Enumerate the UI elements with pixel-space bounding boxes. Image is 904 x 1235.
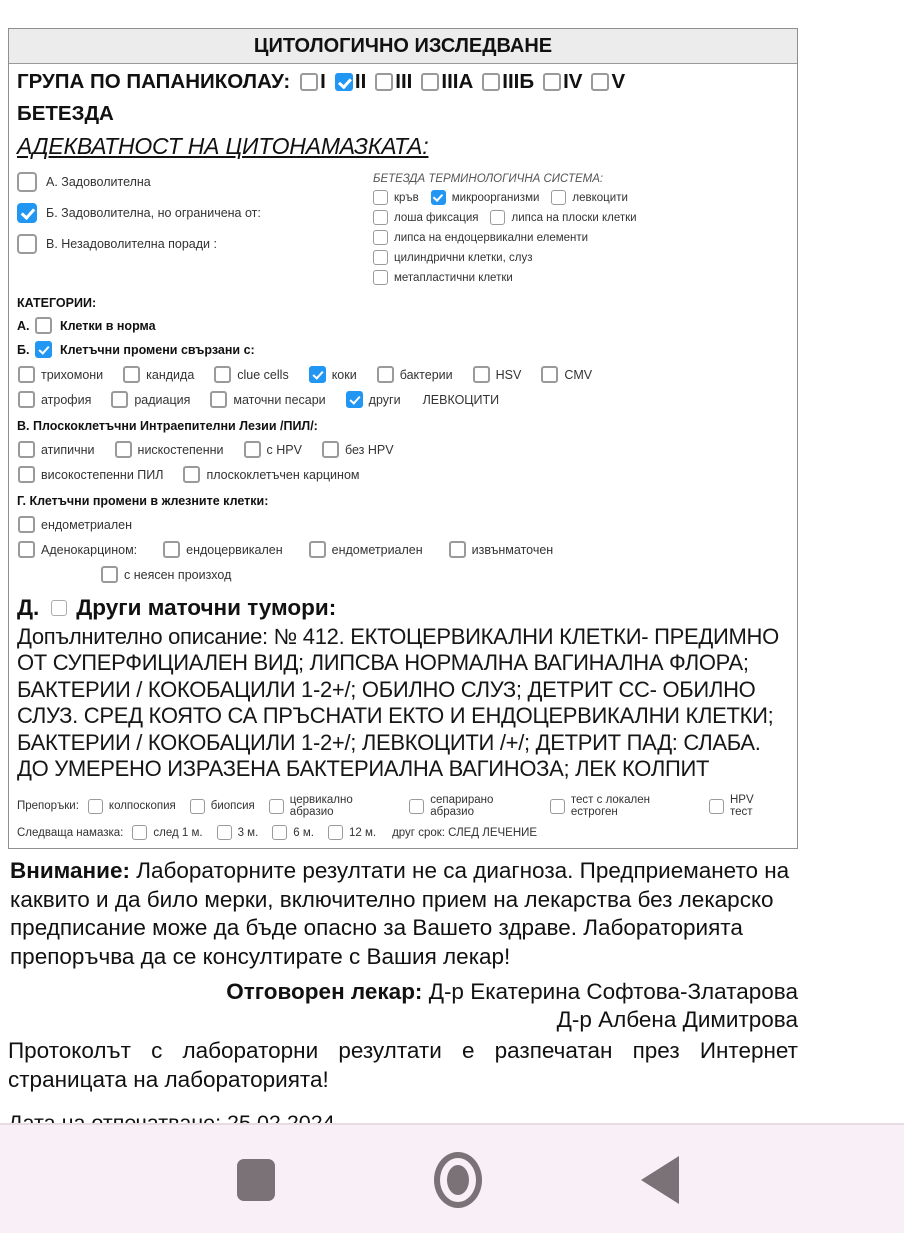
- option-hsv[interactable]: [473, 366, 522, 383]
- option-pap-i[interactable]: [300, 70, 326, 94]
- checkbox-unsatisfactory[interactable]: [17, 234, 37, 254]
- option-pessary[interactable]: [210, 391, 325, 408]
- doctor-label: Отговорен лекар:: [226, 978, 423, 1004]
- endometrial-adeno-label: ендометриален: [331, 542, 423, 557]
- option-bacteria[interactable]: [377, 366, 453, 383]
- bethesda-terminology: [373, 172, 791, 290]
- checkbox-cervical-abrasion[interactable]: [269, 799, 284, 814]
- option-candida[interactable]: [123, 366, 194, 383]
- option-6-months[interactable]: [272, 825, 314, 840]
- checkbox-blood[interactable]: [373, 190, 388, 205]
- home-button[interactable]: [398, 1125, 518, 1235]
- pessary-label: маточни песари: [233, 392, 326, 407]
- terminology-row-5: [373, 270, 791, 285]
- checkbox-hpv-test[interactable]: [709, 799, 724, 814]
- satisfactory-limited-label: Б. Задоволителна, но ограничена от:: [46, 206, 261, 220]
- report-title: ЦИТОЛОГИЧНО ИЗСЛЕДВАНЕ: [9, 29, 797, 64]
- microorganisms-label: микроорганизми: [451, 191, 540, 204]
- clue-cells-label: clue cells: [237, 367, 289, 382]
- metaplastic-cells-label: метапластични клетки: [394, 271, 513, 284]
- recommendations-label: Препоръки:: [17, 800, 79, 813]
- option-low-grade[interactable]: [115, 441, 224, 458]
- pap-v-label: V: [611, 70, 626, 93]
- bethesda-heading: БЕТЕЗДА: [17, 102, 114, 125]
- warning-label: Внимание:: [10, 858, 130, 884]
- checkbox-no-squamous-cells[interactable]: [490, 210, 505, 225]
- option-cylindrical-cells[interactable]: [373, 250, 532, 265]
- checkbox-cells-normal[interactable]: [35, 317, 52, 334]
- cylindrical-cells-label: цилиндрични клетки, слуз: [394, 251, 533, 264]
- report-body: [9, 64, 797, 848]
- checkbox-adenocarcinoma[interactable]: [18, 541, 35, 558]
- checkbox-after-1-month[interactable]: [132, 825, 147, 840]
- checkbox-pap-i[interactable]: [300, 73, 318, 91]
- option-without-hpv[interactable]: [322, 441, 394, 458]
- warning-text: Лабораторните резултати не са диагноза. Предприемането на каквито и да било мерки, включително прием на лекарства без лекарско предписание може да бъде опасно за Вашето здраве. Лабораторията препоръчва да се консултирате с Вашия лекар!: [10, 858, 790, 970]
- high-grade-sil-label: високостепенни ПИЛ: [41, 467, 164, 482]
- biopsy-label: биопсия: [210, 800, 255, 813]
- pap-i-label: I: [320, 70, 326, 93]
- checkbox-endometrial[interactable]: [18, 516, 35, 533]
- checkbox-candida[interactable]: [123, 366, 140, 383]
- option-atypical[interactable]: [18, 441, 95, 458]
- category-v-heading: В. Плоскоклетъчни Интраепителни Лезии /ПИЛ/:: [17, 419, 318, 433]
- checkbox-endometrial-adeno[interactable]: [309, 541, 326, 558]
- checkbox-3-months[interactable]: [217, 825, 232, 840]
- pap-group-label: ГРУПА ПО ПАПАНИКОЛАУ:: [17, 70, 291, 93]
- checkbox-estrogen-test[interactable]: [550, 799, 565, 814]
- option-hpv-test[interactable]: [709, 794, 777, 818]
- option-pap-ii[interactable]: [335, 70, 366, 94]
- option-pap-iiib[interactable]: [482, 70, 534, 94]
- checkbox-endocervical[interactable]: [163, 541, 180, 558]
- category-g-options-row-3: [101, 566, 791, 583]
- pap-group-row: [17, 70, 791, 94]
- home-circle-icon: [434, 1152, 482, 1208]
- option-cmv[interactable]: [541, 366, 592, 383]
- category-v-options-row-2: [18, 466, 791, 483]
- option-biopsy[interactable]: [190, 799, 255, 814]
- terminology-heading: БЕТЕЗДА ТЕРМИНОЛОГИЧНА СИСТЕМА:: [373, 173, 604, 185]
- pap-ii-label: II: [354, 70, 367, 93]
- colposcopy-label: колпоскопия: [108, 800, 176, 813]
- android-navigation-bar: [0, 1123, 904, 1233]
- cytology-report: [8, 28, 798, 849]
- bad-fixation-label: лоша фиксация: [394, 211, 479, 224]
- checkbox-with-hpv[interactable]: [244, 441, 261, 458]
- checkbox-12-months[interactable]: [328, 825, 343, 840]
- checkbox-6-months[interactable]: [272, 825, 287, 840]
- unclear-origin-label: с неясен произход: [124, 567, 232, 582]
- extrauterine-label: извънматочен: [471, 542, 554, 557]
- checkbox-pap-iiia[interactable]: [421, 73, 439, 91]
- checkbox-bad-fixation[interactable]: [373, 210, 388, 225]
- squamous-carcinoma-label: плоскоклетъчен карцином: [206, 467, 360, 482]
- category-v-options-row-1: [18, 441, 791, 458]
- checkbox-atypical[interactable]: [18, 441, 35, 458]
- leukocytes-label: левкоцити: [572, 191, 628, 204]
- additional-description: Допълнително описание: № 412. ЕКТОЦЕРВИКАЛНИ КЛЕТКИ- ПРЕДИМНО ОТ СУПЕРФИЦИАЛЕН ВИД; ЛИПСВА НОРМАЛНА ВАГИНАЛНА ФЛОРА; БАКТЕРИИ / КОКОБАЦИЛИ 1-2+/; ОБИЛНО СЛУЗ; ДЕТРИТ СС- ОБИЛНО СЛУЗ. СРЕД КОЯТО СА ПРЪСНАТИ ЕКТО И ЕНДОЦЕРВИКАЛНИ КЛЕТКИ; БАКТЕРИИ / КОКОБАЦИЛИ 1-2+/; ЛЕВКОЦИТИ /+/; ДЕТРИТ ПАД: СЛАБА. ДО УМЕРЕНО ИЗРАЗЕНА БАКТЕРИАЛНА ВАГИНОЗА; ЛЕК КОЛПИТ: [17, 624, 779, 781]
- option-cervical-abrasion[interactable]: [269, 794, 395, 818]
- checkbox-metaplastic-cells[interactable]: [373, 270, 388, 285]
- category-b-prefix: Б.: [17, 342, 30, 357]
- option-no-endocervical-elements[interactable]: [373, 230, 588, 245]
- next-smear-label: Следваща намазка:: [17, 826, 124, 839]
- option-atrophy[interactable]: [18, 391, 91, 408]
- 12-months-label: 12 м.: [348, 826, 377, 839]
- low-grade-label: нискостепенни: [137, 442, 224, 457]
- category-d-row: [17, 595, 791, 621]
- category-b-options-row-1: [18, 366, 791, 383]
- option-high-grade-sil[interactable]: [18, 466, 163, 483]
- category-g-heading: Г. Клетъчни промени в жлезните клетки:: [17, 494, 269, 508]
- pap-iiia-label: IIIA: [441, 70, 474, 93]
- checkbox-bacteria[interactable]: [377, 366, 394, 383]
- checkbox-radiation[interactable]: [111, 391, 128, 408]
- checkbox-biopsy[interactable]: [190, 799, 205, 814]
- adequacy-section: [15, 172, 791, 290]
- candida-label: кандида: [146, 367, 195, 382]
- checkbox-hsv[interactable]: [473, 366, 490, 383]
- option-colposcopy[interactable]: [88, 799, 176, 814]
- checkbox-separate-abrasion[interactable]: [409, 799, 424, 814]
- endometrial-label: ендометриален: [41, 517, 132, 532]
- option-extrauterine[interactable]: [449, 541, 554, 558]
- next-smear-row: [17, 825, 791, 840]
- checkbox-satisfactory[interactable]: [17, 172, 37, 192]
- doctor-line-1: [8, 978, 798, 1006]
- cmv-label: CMV: [564, 367, 593, 382]
- checkbox-pap-iv[interactable]: [543, 73, 561, 91]
- checkbox-clue-cells[interactable]: [214, 366, 231, 383]
- endocervical-label: ендоцервикален: [186, 542, 283, 557]
- category-a-prefix: А.: [17, 318, 30, 333]
- terminology-row-4: [373, 250, 791, 265]
- option-no-squamous-cells[interactable]: [490, 210, 636, 225]
- option-bad-fixation[interactable]: [373, 210, 478, 225]
- terminology-row-1: [373, 190, 791, 205]
- responsible-doctors: [8, 978, 798, 1034]
- option-unclear-origin[interactable]: [101, 566, 231, 583]
- checkbox-colposcopy[interactable]: [88, 799, 103, 814]
- option-3-months[interactable]: [217, 825, 259, 840]
- doctor-line-2: [8, 1006, 798, 1034]
- satisfactory-label: А. Задоволителна: [46, 175, 151, 189]
- option-pap-iv[interactable]: [543, 70, 582, 94]
- radiation-label: радиация: [134, 392, 191, 407]
- cell-changes-label: Клетъчни промени свързани с:: [60, 342, 255, 357]
- option-endocervical[interactable]: [163, 541, 283, 558]
- pap-iiib-label: IIIБ: [502, 70, 535, 93]
- option-satisfactory-limited[interactable]: [17, 203, 373, 223]
- other-tumors-label: Други маточни тумори:: [76, 595, 337, 620]
- separate-abrasion-label: сепарирано абразио: [430, 794, 494, 819]
- option-endometrial[interactable]: [18, 516, 132, 533]
- checkbox-microorganisms[interactable]: [431, 190, 446, 205]
- atrophy-label: атрофия: [41, 392, 92, 407]
- terminology-row-2: [373, 210, 791, 225]
- checkbox-pap-iiib[interactable]: [482, 73, 500, 91]
- cervical-abrasion-label: цервикално абразио: [289, 794, 353, 819]
- doctor-name-1: Д-р Екатерина Софтова-Златарова: [428, 978, 798, 1004]
- categories-heading: КАТЕГОРИИ:: [17, 296, 97, 310]
- option-endometrial-adeno[interactable]: [309, 541, 423, 558]
- option-adenocarcinoma[interactable]: [18, 541, 137, 558]
- other-label: други: [368, 392, 401, 407]
- option-cocci[interactable]: [309, 366, 357, 383]
- option-leukocytes[interactable]: [551, 190, 627, 205]
- other-term-text: друг срок: СЛЕД ЛЕЧЕНИЕ: [392, 826, 538, 839]
- option-microorganisms[interactable]: [431, 190, 540, 205]
- other-value-text: ЛЕВКОЦИТИ: [422, 392, 500, 407]
- checkbox-cocci[interactable]: [309, 366, 326, 383]
- adequacy-options: [15, 172, 373, 290]
- option-clue-cells[interactable]: [214, 366, 288, 383]
- pap-iv-label: IV: [563, 70, 583, 93]
- after-1-month-label: след 1 м.: [153, 826, 203, 839]
- checkbox-unclear-origin[interactable]: [101, 566, 118, 583]
- option-satisfactory[interactable]: [17, 172, 373, 192]
- back-triangle-icon: [641, 1156, 679, 1204]
- pap-iii-label: III: [395, 70, 413, 93]
- category-d-prefix: Д.: [17, 595, 40, 620]
- hsv-label: HSV: [495, 367, 522, 382]
- checkbox-pessary[interactable]: [210, 391, 227, 408]
- checkbox-pap-ii[interactable]: [335, 73, 353, 91]
- option-metaplastic-cells[interactable]: [373, 270, 513, 285]
- option-pap-iiia[interactable]: [421, 70, 473, 94]
- checkbox-leukocytes[interactable]: [551, 190, 566, 205]
- hpv-test-label: HPV тест: [729, 794, 754, 819]
- without-hpv-label: без HPV: [344, 442, 394, 457]
- checkbox-cell-changes[interactable]: [35, 341, 52, 358]
- cells-normal-label: Клетки в норма: [60, 318, 156, 333]
- option-with-hpv[interactable]: [244, 441, 302, 458]
- option-12-months[interactable]: [328, 825, 376, 840]
- checkbox-pap-v[interactable]: [591, 73, 609, 91]
- adequacy-heading: АДЕКВАТНОСТ НА ЦИТОНАМАЗКАТА:: [17, 133, 429, 159]
- checkbox-pap-iii[interactable]: [375, 73, 393, 91]
- option-pap-iii[interactable]: [375, 70, 412, 94]
- option-trichomonas[interactable]: [18, 366, 103, 383]
- protocol-note: Протоколът с лабораторни резултати е разпечатан през Интернет страницата на лабораторията!: [8, 1037, 798, 1092]
- doctor-name-2: Д-р Албена Димитрова: [556, 1006, 798, 1032]
- checkbox-extrauterine[interactable]: [449, 541, 466, 558]
- checkbox-cmv[interactable]: [541, 366, 558, 383]
- unsatisfactory-label: В. Незадоволителна поради :: [46, 237, 217, 251]
- checkbox-trichomonas[interactable]: [18, 366, 35, 383]
- option-blood[interactable]: [373, 190, 419, 205]
- blood-label: кръв: [394, 191, 419, 204]
- estrogen-test-label: тест с локален естроген: [570, 794, 650, 819]
- no-endocervical-elements-label: липса на ендоцервикални елементи: [394, 231, 589, 244]
- adenocarcinoma-label: Аденокарцином:: [41, 542, 138, 557]
- checkbox-without-hpv[interactable]: [322, 441, 339, 458]
- option-unsatisfactory[interactable]: [17, 234, 373, 254]
- terminology-row-3: [373, 230, 791, 245]
- category-g-options-row-1: [18, 516, 791, 533]
- option-separate-abrasion[interactable]: [409, 794, 536, 818]
- warning-paragraph: [10, 857, 798, 971]
- category-a-row: [17, 317, 791, 334]
- recents-button[interactable]: [196, 1125, 316, 1235]
- option-squamous-carcinoma[interactable]: [183, 466, 359, 483]
- checkbox-other[interactable]: [346, 391, 363, 408]
- cocci-label: коки: [331, 367, 357, 382]
- checkbox-other-tumors[interactable]: [51, 600, 67, 616]
- atypical-label: атипични: [41, 442, 95, 457]
- 6-months-label: 6 м.: [293, 826, 314, 839]
- category-g-options-row-2: [18, 541, 791, 558]
- category-b-options-row-2: [18, 391, 791, 408]
- recommendations-row: [17, 794, 791, 818]
- document-page: [8, 28, 798, 1136]
- option-after-1-month[interactable]: [132, 825, 202, 840]
- with-hpv-label: с HPV: [266, 442, 302, 457]
- back-button[interactable]: [600, 1125, 720, 1235]
- 3-months-label: 3 м.: [237, 826, 259, 839]
- trichomonas-label: трихомони: [41, 367, 104, 382]
- option-estrogen-test[interactable]: [550, 794, 695, 818]
- option-other[interactable]: [346, 391, 401, 408]
- bacteria-label: бактерии: [399, 367, 453, 382]
- recents-square-icon: [237, 1159, 275, 1201]
- checkbox-squamous-carcinoma[interactable]: [183, 466, 200, 483]
- no-squamous-cells-label: липса на плоски клетки: [511, 211, 637, 224]
- category-b-row: [17, 341, 791, 358]
- checkbox-satisfactory-limited[interactable]: [17, 203, 37, 223]
- option-pap-v[interactable]: [591, 70, 625, 94]
- checkbox-no-endocervical-elements[interactable]: [373, 230, 388, 245]
- checkbox-atrophy[interactable]: [18, 391, 35, 408]
- option-radiation[interactable]: [111, 391, 190, 408]
- checkbox-high-grade-sil[interactable]: [18, 466, 35, 483]
- checkbox-cylindrical-cells[interactable]: [373, 250, 388, 265]
- checkbox-low-grade[interactable]: [115, 441, 132, 458]
